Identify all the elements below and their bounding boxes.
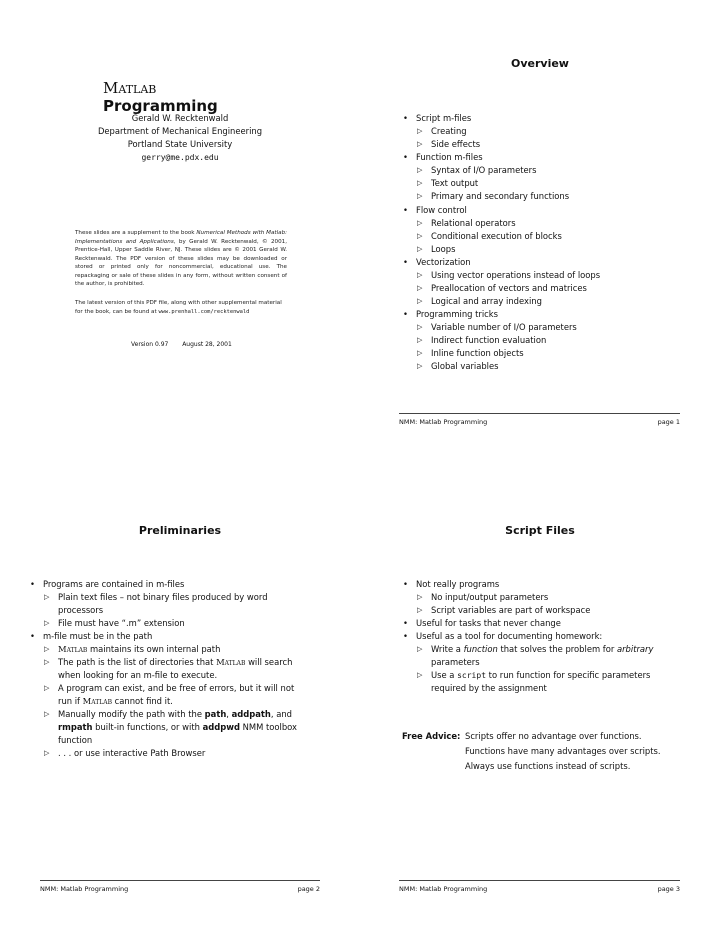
- author-block: [60, 112, 300, 164]
- list-item-text: maintains its own internal path: [87, 644, 221, 654]
- list-item: [401, 669, 691, 695]
- list-item: ▷ Syntax of I/O parameters: [401, 164, 681, 177]
- list-item: ▷ Relational operators: [401, 217, 681, 230]
- author-email: gerry@me.pdx.edu: [141, 153, 219, 162]
- script-files-heading: Script Files: [505, 524, 575, 537]
- list-item: ▷ . . . or use interactive Path Browser: [28, 747, 328, 760]
- author-name: Gerald W. Recktenwald: [131, 113, 229, 123]
- notice-book-title: Numerical Methods with Matlab: Implementations and Applications: [75, 230, 287, 245]
- list-item-text: ,: [226, 709, 232, 719]
- list-item-text: , and: [270, 709, 292, 719]
- advice-line: Scripts offer no advantage over functions.: [465, 731, 642, 741]
- code-word-script: script: [457, 671, 487, 680]
- list-item: ▷ Using vector operations instead of loops: [401, 269, 681, 282]
- list-item: ▷ Logical and array indexing: [401, 295, 681, 308]
- list-item-text: NMM toolbox: [239, 722, 298, 732]
- advice-line: Functions have many advantages over scripts.: [465, 746, 661, 756]
- latest-version-notice: [75, 299, 287, 316]
- list-item-text: run if: [58, 696, 83, 706]
- free-advice-block: [401, 729, 701, 774]
- list-item-text: A program can exist, and be free of errors, but it will not: [58, 683, 295, 693]
- advice-line: Always use functions instead of scripts.: [465, 761, 631, 771]
- overview-list: [401, 112, 681, 373]
- list-item-text: Use a: [431, 670, 458, 680]
- overview-item-function-mfiles: • Function m-files: [401, 151, 681, 164]
- list-item: ▷ Primary and secondary functions: [401, 190, 681, 203]
- list-item: [28, 643, 328, 656]
- list-item: [401, 643, 691, 669]
- list-item: • Not really programs: [401, 578, 691, 591]
- list-item-text: processors: [58, 605, 104, 615]
- script-files-list: [401, 578, 691, 695]
- code-word-rmpath: rmpath: [58, 722, 93, 732]
- list-item: [28, 591, 328, 617]
- list-item-text: will search: [245, 657, 293, 667]
- notice-part2: , by Gerald W. Recktenwald, © 2001, Prentice-Hall, Upper Saddle River, NJ. These slides are © 2001 Gerald W. Recktenwald. The PDF version of these slides may be downloaded or stored or printed only for noncommercial, educational use. The repackaging or sale of these slides in any form, without written consent of the author, is prohibited.: [75, 238, 287, 287]
- list-item: ▷ Variable number of I/O parameters: [401, 321, 681, 334]
- list-item: ▷ Conditional execution of blocks: [401, 230, 681, 243]
- overview-item-flow-control: • Flow control: [401, 204, 681, 217]
- list-item-text: function: [58, 735, 93, 745]
- preliminaries-heading: Preliminaries: [138, 524, 222, 537]
- notice-part1: These slides are a supplement to the book: [75, 230, 195, 236]
- list-item: ▷ Global variables: [401, 360, 681, 373]
- list-item: ▷ Text output: [401, 177, 681, 190]
- list-item-text: The path is the list of directories that: [58, 657, 217, 667]
- list-item-text: Plain text files – not binary files produced by word: [58, 592, 268, 602]
- emphasis-function: function: [463, 644, 498, 654]
- preliminaries-list: [28, 578, 328, 760]
- title-slide-title: [103, 79, 263, 115]
- list-item-text: cannot find it.: [111, 696, 173, 706]
- list-item: ▷ Creating: [401, 125, 681, 138]
- list-item-text: required by the assignment: [431, 683, 547, 693]
- list-item-text: parameters: [431, 657, 480, 667]
- list-item: • Useful as a tool for documenting homework:: [401, 630, 691, 643]
- footer-left-page1: NMM: Matlab Programming: [399, 418, 488, 426]
- copyright-notice: [75, 229, 287, 289]
- list-item: ▷ Loops: [401, 243, 681, 256]
- list-item: ▷ File must have “.m” extension: [28, 617, 328, 630]
- list-item-text: when looking for an m-file to execute.: [58, 670, 218, 680]
- list-item: [28, 656, 328, 682]
- list-item: [28, 708, 328, 747]
- matlab-word: Matlab: [58, 644, 88, 654]
- list-item: ▷ No input/output parameters: [401, 591, 691, 604]
- list-item-text: to run function for specific parameters: [486, 670, 651, 680]
- matlab-word: Matlab: [82, 696, 112, 706]
- footer-rule-page1: [399, 413, 680, 414]
- list-item: • m-file must be in the path: [28, 630, 328, 643]
- footer-page-number-3: page 3: [657, 885, 680, 893]
- list-item: ▷ Inline function objects: [401, 347, 681, 360]
- list-item: ▷ Preallocation of vectors and matrices: [401, 282, 681, 295]
- list-item-text: that solves the problem for: [497, 644, 617, 654]
- version-line: [131, 341, 232, 348]
- overview-item-vectorization: • Vectorization: [401, 256, 681, 269]
- notice-part3: The latest version of this PDF file, along with other supplemental material for the book, can be found at: [75, 300, 282, 315]
- list-item: ▷ Script variables are part of workspace: [401, 604, 691, 617]
- emphasis-arbitrary: arbitrary: [616, 644, 654, 654]
- title-matlab: Matlab: [103, 79, 157, 97]
- list-item-text: built-in functions, or with: [92, 722, 203, 732]
- list-item: • Programs are contained in m-files: [28, 578, 328, 591]
- free-advice-label: Free Advice:: [402, 731, 461, 741]
- code-word-addpwd: addpwd: [202, 722, 240, 732]
- author-dept: Department of Mechanical Engineering: [97, 126, 263, 136]
- list-item: [28, 682, 328, 708]
- list-item-text: Manually modify the path with the: [58, 709, 205, 719]
- code-word-addpath: addpath: [231, 709, 271, 719]
- list-item: ▷ Indirect function evaluation: [401, 334, 681, 347]
- footer-page-number-2: page 2: [297, 885, 320, 893]
- notice-url-link[interactable]: www.prenhall.com/recktenwald: [158, 308, 250, 315]
- overview-heading: Overview: [511, 57, 569, 70]
- list-item: ▷ Side effects: [401, 138, 681, 151]
- title-programming: Programming: [103, 97, 218, 115]
- author-univ: Portland State University: [127, 139, 233, 149]
- code-word-path: path: [204, 709, 227, 719]
- version-date: August 28, 2001: [182, 341, 232, 348]
- overview-item-programming-tricks: • Programming tricks: [401, 308, 681, 321]
- footer-rule-page3: [399, 880, 680, 881]
- version-text: Version 0.97: [131, 341, 169, 348]
- footer-page-number-1: page 1: [657, 418, 680, 426]
- footer-left-page2: NMM: Matlab Programming: [40, 885, 129, 893]
- footer-left-page3: NMM: Matlab Programming: [399, 885, 488, 893]
- list-item-text: Write a: [431, 644, 464, 654]
- footer-rule-page2: [40, 880, 320, 881]
- matlab-word: Matlab: [216, 657, 246, 667]
- overview-item-script-mfiles: • Script m-files: [401, 112, 681, 125]
- list-item: • Useful for tasks that never change: [401, 617, 691, 630]
